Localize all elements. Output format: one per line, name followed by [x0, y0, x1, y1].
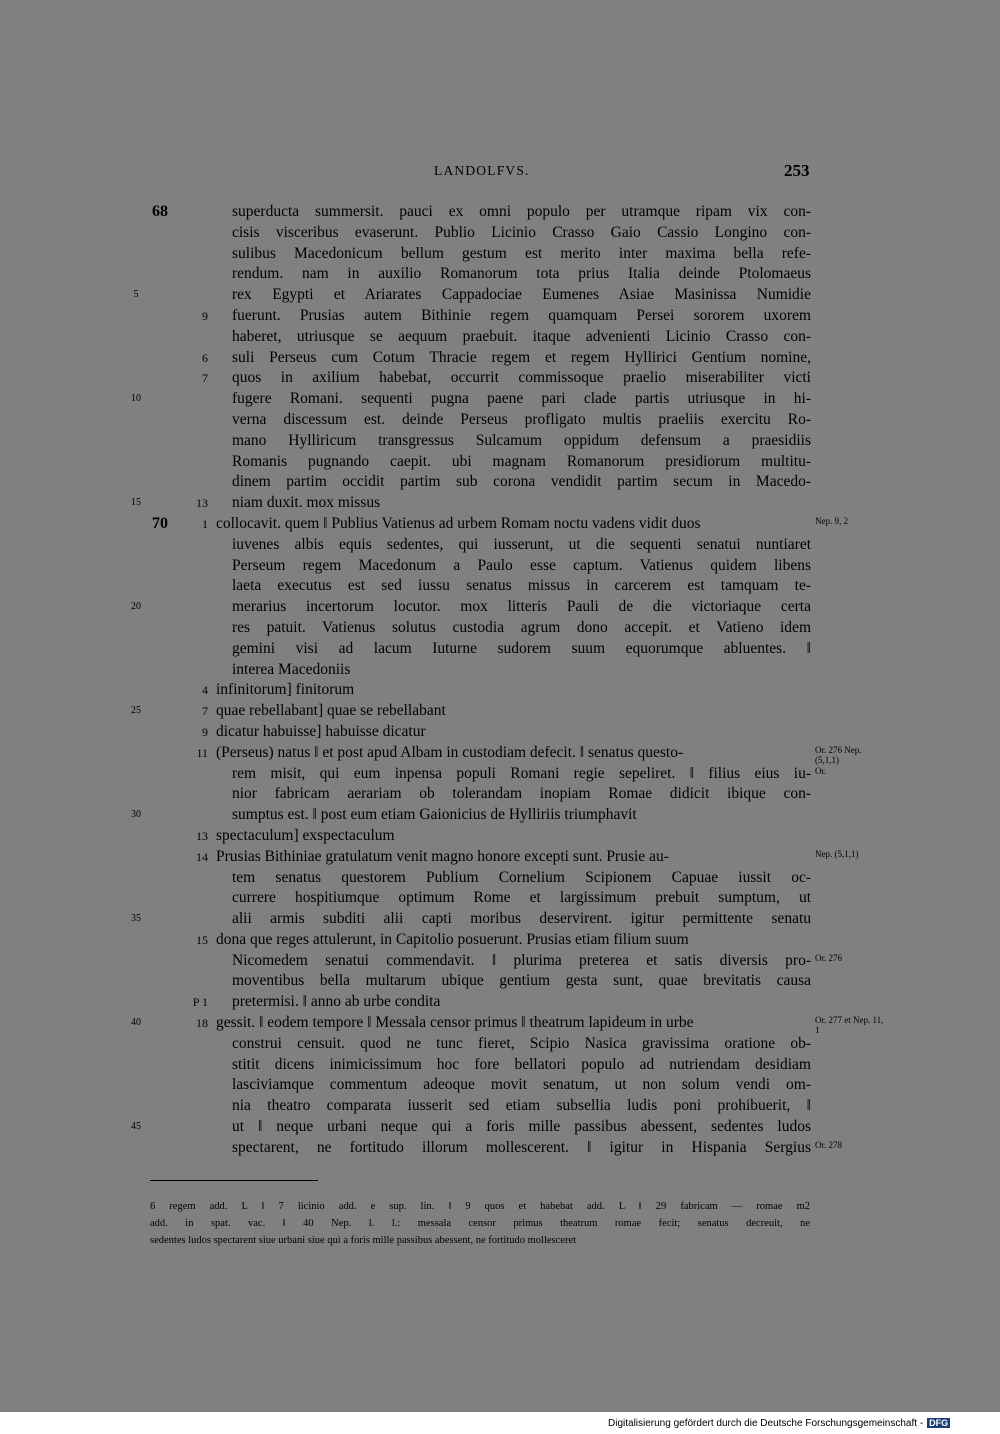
text-line: [0, 743, 1000, 764]
margin-note: Or. 277 et Nep. 11, 1: [815, 1015, 884, 1036]
text-line: [0, 431, 1000, 452]
text-line: [0, 576, 1000, 597]
text-line: [0, 805, 1000, 826]
text-line: [0, 389, 1000, 410]
text-line: [0, 1096, 1000, 1117]
line-text: interea Macedoniis: [232, 660, 351, 678]
text-line: [0, 660, 1000, 681]
source-reference: 9: [202, 724, 208, 739]
line-text: res patuit. Vatienus solutus custodia agrum dono accepit. et Vatieno idem: [232, 618, 811, 636]
line-text: dinem partim occidit partim sub corona vendidit partim secum in Macedo-: [232, 473, 811, 491]
source-reference: 15: [196, 932, 208, 947]
text-line: [0, 368, 1000, 389]
line-text: fugere Romani. sequenti pugna paene pari clade partis utriusque in hi-: [232, 390, 811, 408]
source-reference: 13: [196, 828, 208, 843]
line-text: cisis visceribus evaserunt. Publio Licinio Crasso Gaio Cassio Longino con-: [232, 223, 811, 241]
text-line: [0, 826, 1000, 847]
line-text: nior fabricam aerariam ob tolerandam inopiam Romae didicit ibique con-: [232, 785, 811, 803]
source-reference: 11: [196, 745, 208, 760]
text-line: [0, 1138, 1000, 1159]
credit-text: Digitalisierung gefördert durch die Deutsche Forschungsgemeinschaft -: [608, 1418, 924, 1429]
margin-note: Nep. 9, 2: [815, 515, 848, 526]
footnote-line: sedentes ludos spectarent siue urbani siue qui a foris mille passibus abessent, ne fortitudo mollesceret: [150, 1235, 577, 1246]
line-text: haberet, utriusque se aequum praebuit. itaque advenienti Licinio Crasso con-: [232, 327, 811, 345]
line-text: sumptus est. ‖ post eum etiam Gaionicius de Hylliriis triumphavit: [232, 806, 637, 824]
line-text: spectarent, ne fortitudo illorum mollescerent. ‖ igitur in Hispania Sergius: [232, 1138, 811, 1156]
text-line: [0, 992, 1000, 1013]
line-text: infinitorum] finitorum: [216, 681, 355, 699]
line-text: Prusias Bithiniae gratulatum venit magno honore excepti sunt. Prusie au-: [216, 847, 669, 865]
line-text: pretermisi. ‖ anno ab urbe condita: [232, 993, 441, 1011]
main-text: [0, 202, 1000, 1159]
line-text: gemini visi ad lacum Iuturne sudorem suum equorumque abluentes. ‖: [232, 639, 811, 657]
section-number: 68: [152, 203, 168, 220]
dfg-logo: DFG: [926, 1417, 951, 1429]
source-reference: 18: [196, 1016, 208, 1031]
line-text: stitit dicens inimicissimum hoc fore bellatori populo ad nutriendam desidiam: [232, 1055, 811, 1073]
text-line: [0, 1013, 1000, 1034]
source-reference: 1: [202, 516, 208, 531]
footnote-divider: [150, 1180, 318, 1181]
text-line: [0, 306, 1000, 327]
margin-note: Or.: [815, 765, 827, 776]
text-line: [0, 348, 1000, 369]
line-number: 20: [131, 601, 141, 613]
section-number: 70: [152, 514, 168, 532]
line-text: sulibus Macedonicum bellum gestum est merito inter maxima bella refe-: [232, 244, 811, 262]
text-line: [0, 784, 1000, 805]
text-line: [0, 472, 1000, 493]
text-line: [0, 514, 1000, 535]
text-line: [0, 223, 1000, 244]
line-text: collocavit. quem ‖ Publius Vatienus ad urbem Romam noctu vadens vidit duos: [216, 514, 701, 532]
line-number: 25: [131, 705, 141, 717]
page-number: 253: [784, 161, 810, 180]
line-text: suli Perseus cum Cotum Thracie regem et regem Hyllirici Gentium nomine,: [232, 348, 811, 366]
source-reference: 9: [202, 308, 208, 323]
line-text: verna discessum est. deinde Perseus profligato multis praeliis exercitu Ro-: [232, 410, 811, 428]
line-text: dona que reges attulerunt, in Capitolio posuerunt. Prusias etiam filium suum: [216, 930, 689, 948]
text-line: [0, 680, 1000, 701]
line-text: currere hospitiumque optimum Rome et largissimum prebuit sumptum, ut: [232, 889, 811, 907]
line-text: mano Hylliricum transgressus Sulcamum oppidum defensum a praesidiis: [232, 431, 811, 449]
text-line: [0, 1117, 1000, 1138]
footnote-line: add. in spat. vac. ‖ 40 Nep. l. l.: messala censor primus theatrum romae fecit; senatus decreuit, ne: [150, 1218, 810, 1229]
text-line: [0, 639, 1000, 660]
digitization-credit: [608, 1417, 951, 1429]
line-text: merarius incertorum locutor. mox litteris Pauli de die victoriaque certa: [232, 598, 811, 616]
text-line: [0, 764, 1000, 785]
text-line: [0, 264, 1000, 285]
running-title: LANDOLFVS.: [434, 163, 530, 178]
line-number: 35: [131, 913, 141, 925]
text-line: [0, 847, 1000, 868]
source-reference: 14: [196, 849, 208, 864]
text-line: [0, 971, 1000, 992]
line-text: superducta summersit. pauci ex omni populo per utramque ripam vix con-: [232, 203, 811, 220]
line-text: construi censuit. quod ne tunc fieret, Scipio Nasica gravissima oratione ob-: [232, 1034, 811, 1052]
line-text: iuvenes albis equis sedentes, qui iusserunt, ut die sequenti senatui nuntiaret: [232, 535, 811, 553]
footnote-line: 6 regem add. L ‖ 7 licinio add. e sup. lin. ‖ 9 quos et habebat add. L ‖ 29 fabricam — romae m2: [150, 1201, 810, 1212]
line-text: quos in axilium habebat, occurrit commissoque praelio miserabiliter victi: [232, 369, 811, 387]
line-text: gessit. ‖ eodem tempore ‖ Messala censor primus ‖ theatrum lapideum in urbe: [216, 1014, 694, 1032]
line-number: 45: [131, 1121, 141, 1133]
line-text: rem misit, qui eum inpensa populi Romani regie sepeliret. ‖ filius eius iu-: [232, 764, 811, 782]
text-line: [0, 452, 1000, 473]
source-reference: 7: [202, 704, 208, 719]
line-text: moventibus bella multarum ubique gentium gesta sunt, quae brevitatis causa: [232, 972, 811, 990]
text-line: [0, 1034, 1000, 1055]
line-text: fuerunt. Prusias autem Bithinie regem quamquam Persei sororem uxorem: [232, 306, 811, 324]
line-text: laeta executus est sed iussu senatus missus in carcerem est tamquam te-: [232, 577, 811, 595]
source-reference: 6: [202, 350, 208, 365]
line-text: ut ‖ neque urbani neque qui a foris mille passibus abessent, sedentes ludos: [232, 1118, 811, 1136]
line-number: 10: [131, 393, 141, 405]
line-text: niam duxit. mox missus: [232, 494, 381, 512]
line-text: spectaculum] exspectaculum: [216, 826, 395, 844]
source-reference: 13: [196, 496, 208, 511]
text-line: [0, 410, 1000, 431]
margin-note: Nep. (5,1,1): [815, 848, 859, 859]
text-line: [0, 535, 1000, 556]
text-line: [0, 285, 1000, 306]
margin-note: Or. 276: [815, 952, 842, 963]
line-text: Nicomedem senatui commendavit. ‖ plurima preterea et satis diversis pro-: [232, 951, 811, 969]
text-line: [0, 556, 1000, 577]
line-text: tem senatus questorem Publium Cornelium Scipionem Capuae iussit oc-: [232, 868, 811, 886]
line-text: dicatur habuisse] habuisse dicatur: [216, 722, 426, 740]
text-line: [0, 1055, 1000, 1076]
line-text: Perseum regem Macedonum a Paulo esse captum. Vatienus quidem libens: [232, 556, 811, 574]
text-line: [0, 597, 1000, 618]
text-line: [0, 722, 1000, 743]
line-text: rendum. nam in auxilio Romanorum tota prius Italia deinde Ptolomaeus: [232, 265, 811, 283]
margin-note: Or. 276 Nep. (5,1,1): [815, 744, 862, 765]
line-text: lasciviamque commentum adeoque movit senatum, ut non solum vendi om-: [232, 1076, 811, 1094]
text-line: [0, 701, 1000, 722]
text-line: [0, 868, 1000, 889]
line-text: Romanis pugnando caepit. ubi magnam Romanorum presidiorum multitu-: [232, 452, 811, 470]
line-text: quae rebellabant] quae se rebellabant: [216, 702, 446, 720]
text-line: [0, 327, 1000, 348]
source-reference: 7: [202, 371, 208, 386]
source-reference: 4: [202, 683, 208, 698]
text-line: [0, 618, 1000, 639]
line-text: (Perseus) natus ‖ et post apud Albam in custodiam defecit. ‖ senatus questo-: [216, 743, 684, 761]
line-number: 5: [133, 289, 139, 301]
critical-apparatus: [150, 1198, 810, 1249]
line-text: nia theatro comparata iusserit sed etiam subsellia ludis poni prohibuerit, ‖: [232, 1097, 811, 1115]
page-header: [0, 163, 1000, 187]
text-line: [0, 493, 1000, 514]
line-text: rex Egypti et Ariarates Cappadociae Eumenes Asiae Masinissa Numidie: [232, 286, 811, 304]
line-number: 30: [131, 809, 141, 821]
line-number: 40: [131, 1017, 141, 1029]
text-line: [0, 909, 1000, 930]
text-line: [0, 951, 1000, 972]
line-text: alii armis subditi alii capti moribus deservirent. igitur permittente senatu: [232, 910, 811, 928]
text-line: [0, 1075, 1000, 1096]
text-line: [0, 888, 1000, 909]
line-number: 15: [131, 497, 141, 509]
text-line: [0, 930, 1000, 951]
source-reference: P 1: [192, 995, 208, 1010]
text-line: [0, 244, 1000, 265]
margin-note: Or. 278: [815, 1139, 842, 1150]
text-line: [0, 202, 1000, 223]
